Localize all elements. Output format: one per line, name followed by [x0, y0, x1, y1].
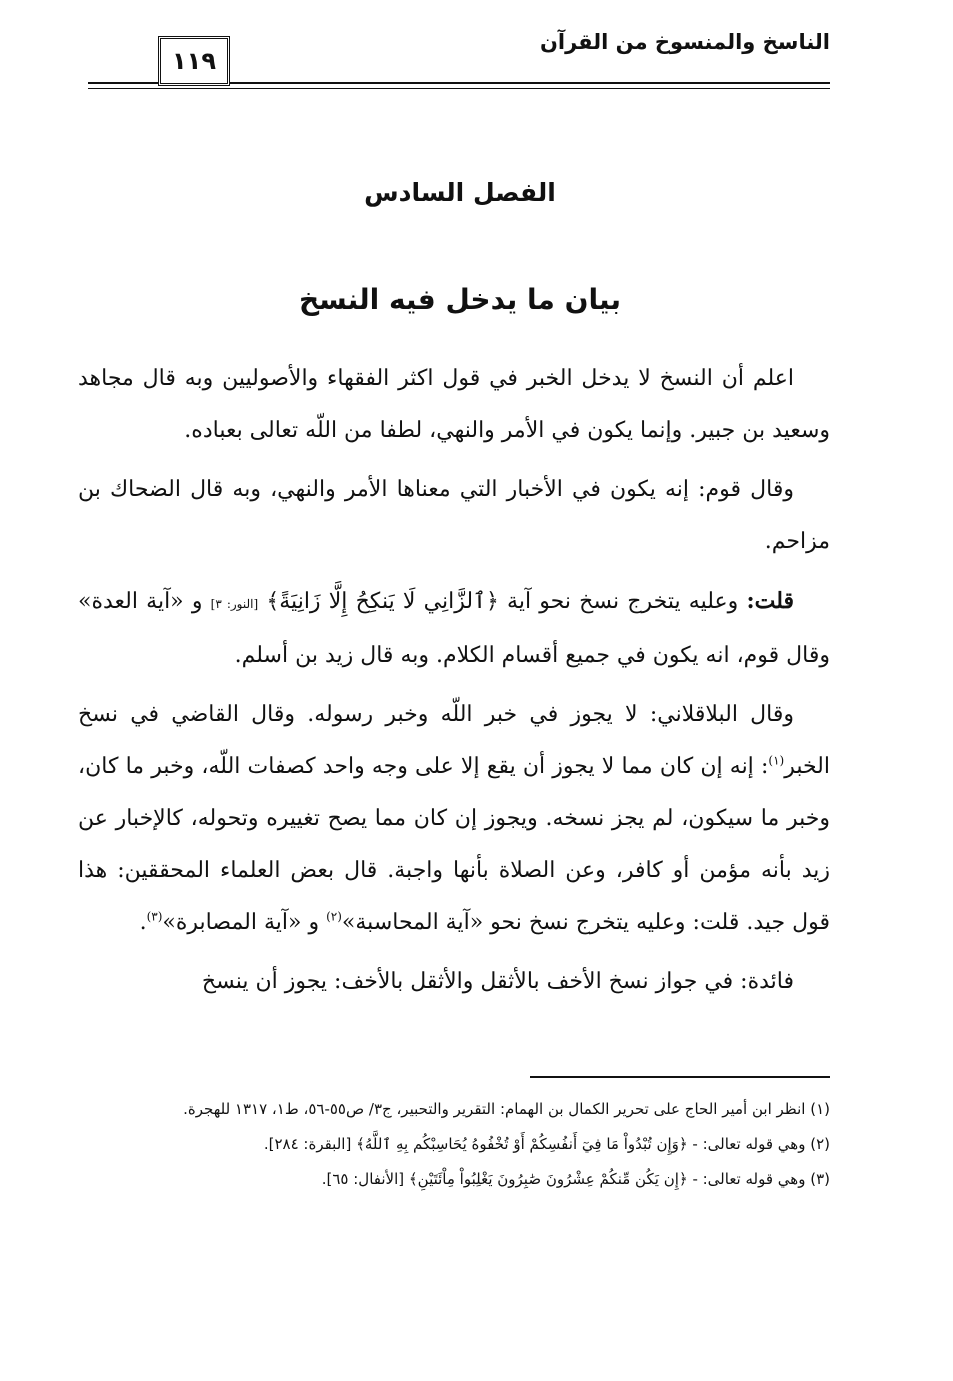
verse-reference: [النور: ٣]: [210, 597, 259, 611]
footnote-1: (١) انظر ابن أمير الحاج على تحرير الكمال بن الهمام: التقرير والتحبير، ج٣/ ص٥٥-٥٦، ط١، ١٣١٧ للهجرة.: [183, 1100, 830, 1118]
body-text: [78, 353, 830, 1015]
footnote-2: (٢) وهي قوله تعالى: - ﴿وَإِن تُبْدُواْ مَا فِيٓ أَنفُسِكُمْ أَوْ تُخْفُوهُ يُحَاسِبْكُم بِهِ ٱللَّهُ﴾ [البقرة: ٢٨٤].: [263, 1135, 830, 1153]
chapter-title: الفصل السادس: [364, 178, 556, 207]
paragraph-3-text-b: و «آية العدة» وقال قوم، انه يكون في جميع أقسام الكلام. وبه قال زيد بن أسلم.: [78, 589, 830, 668]
paragraph-4: [78, 689, 830, 949]
footnote-marker-3: (٣): [146, 909, 163, 924]
paragraph-3: [78, 575, 830, 682]
running-title: الناسخ والمنسوخ من القرآن: [539, 30, 830, 54]
page-header: [88, 28, 830, 88]
paragraph-5: فائدة: في جواز نسخ الأخف بالأثقل والأثقل بالأخف: يجوز أن ينسخ: [201, 969, 794, 994]
footnote-separator: [530, 1076, 830, 1078]
footnotes: [78, 1092, 830, 1197]
paragraph-3-text-a: وعليه يتخرج نسخ نحو آية ﴿ٱلزَّانِي لَا يَنكِحُ إِلَّا زَانِيَةً﴾: [266, 589, 739, 614]
header-rule-thin: [88, 88, 830, 89]
paragraph-2: وقال قوم: إنه يكون في الأخبار التي معناها الأمر والنهي، وبه قال الضحاك بن مزاحم.: [78, 477, 830, 554]
footnote-3: (٣) وهي قوله تعالى: - ﴿إِن يَكُن مِّنكُمْ عِشْرُونَ صَٰبِرُونَ يَغْلِبُواْ مِاْئَتَيْنِ﴾ [الأنفال: ٦٥].: [321, 1170, 830, 1188]
footnote-marker-1: (١): [768, 753, 785, 768]
paragraph-4-text-a: وقال البلاقلاني: لا يجوز في خبر اللّه وخبر رسوله. وقال القاضي في نسخ الخبر: [78, 702, 830, 779]
paragraph-4-text-d: .: [139, 910, 147, 935]
paragraph-1: اعلم أن النسخ لا يدخل الخبر في قول اكثر الفقهاء والأصوليين وبه قال مجاهد وسعيد بن جبير. وإنما يكون في الأمر والنهي، لطفا من اللّه تعالى بعباده.: [78, 366, 830, 443]
footnote-marker-2: (٢): [326, 909, 342, 924]
paragraph-4-text-b: : إنه إن كان مما لا يجوز أن يقع إلا على وجه واحد كصفات اللّه، وخبر ما كان، وخبر ما سيكون، لم يجز نسخه. ويجوز إن كان مما يصح تغييره وتحوله، كالإخبار عن زيد بأنه مؤمن أو كافر، وعن الصلاة بأنها واجبة. قال بعض العلماء المحققين: هذا قول جيد. قلت: وعليه يتخرج نسخ نحو «آية المحاسبة»: [78, 754, 830, 935]
paragraph-4-text-c: و «آية المصابرة»: [162, 910, 320, 935]
qultu-label: قلت:: [746, 588, 794, 614]
page-number-box: [158, 36, 230, 86]
section-title: بيان ما يدخل فيه النسخ: [298, 283, 621, 316]
page-number: ١١٩: [172, 47, 216, 75]
